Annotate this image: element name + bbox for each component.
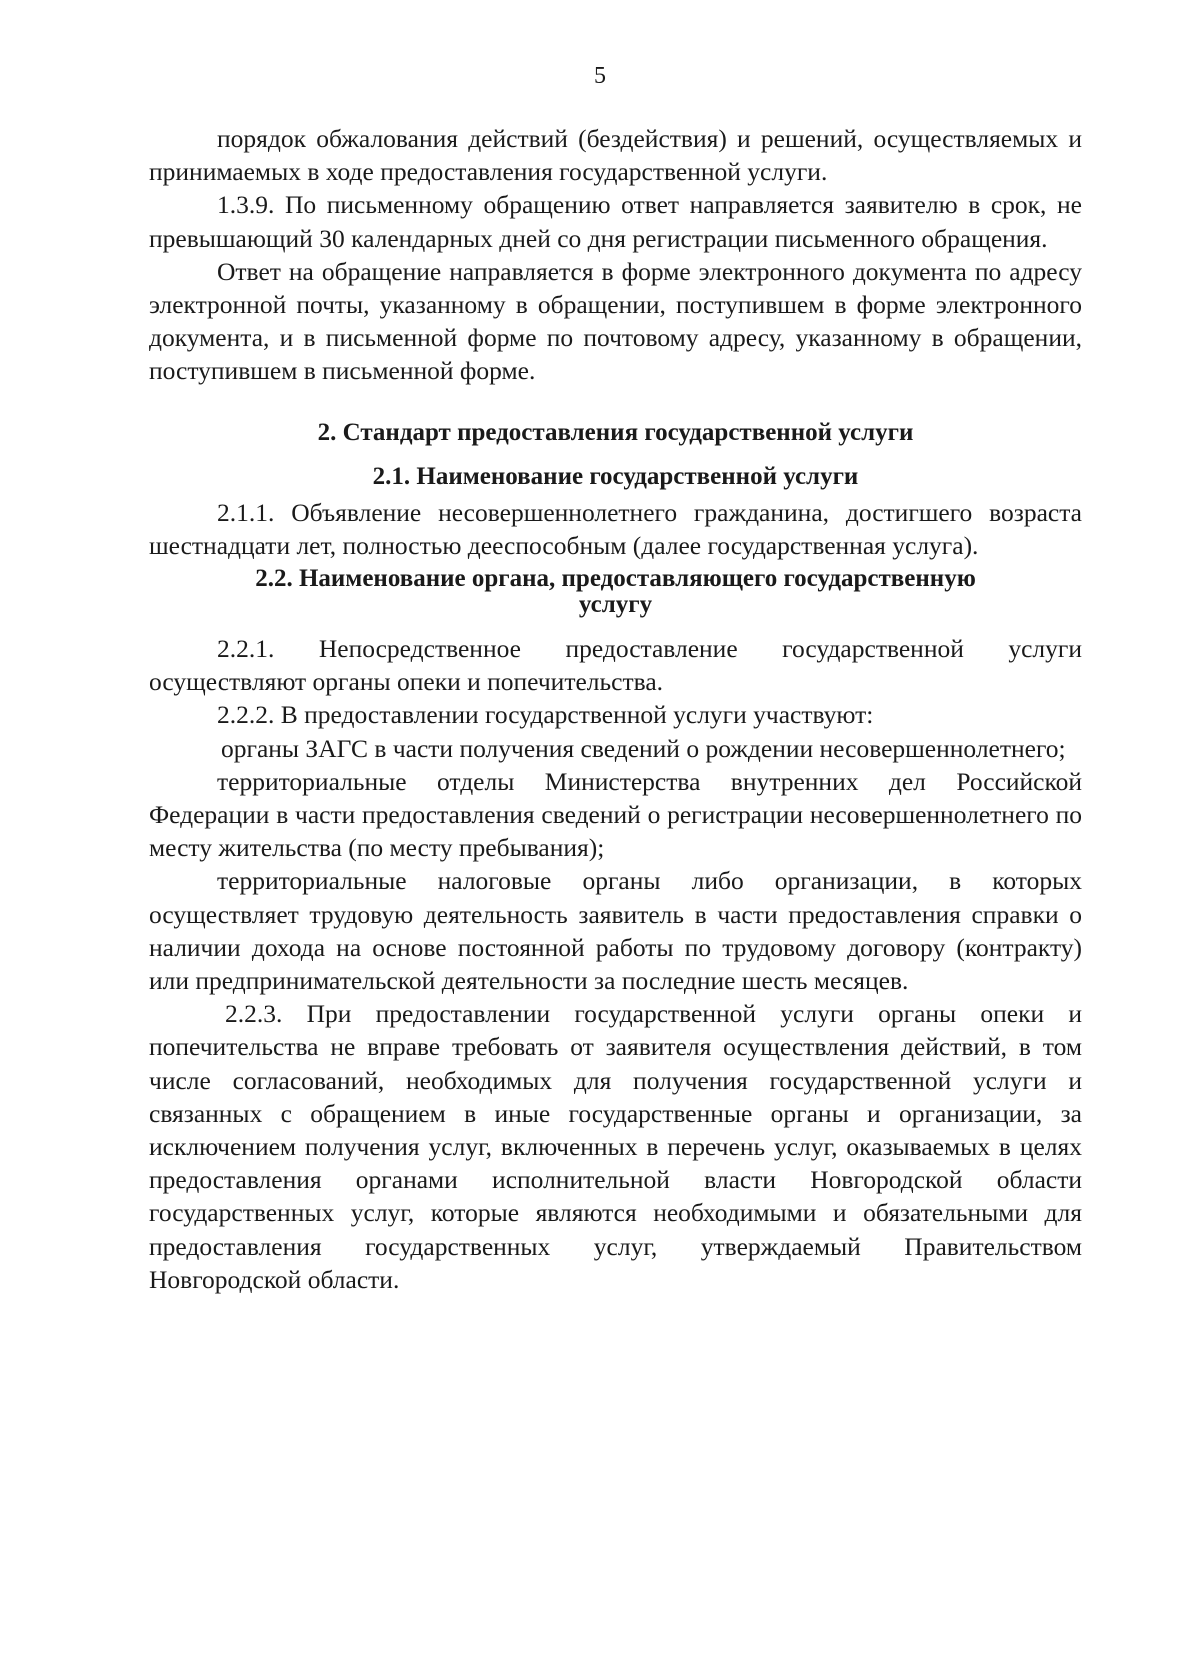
- section-2-title: 2. Стандарт предоставления государственной услуги: [317, 418, 914, 446]
- paragraph-2-2-1: 2.2.1. Непосредственное предоставление государственной услуги осуществляют органы опеки и попечительства.: [149, 634, 1082, 697]
- paragraph-2-2-2-zags: органы ЗАГС в части получения сведений о рождении несовершеннолетнего;: [221, 733, 1066, 763]
- paragraph-response-form: Ответ на обращение направляется в форме электронного документа по адресу электронной почты, указанному в обращении, поступившем в форме электронного документа, и в письменной форме по почтовому адресу, указанному в обращении, поступившем в письменной форме.: [149, 256, 1082, 386]
- paragraph-2-2-2-mvd: территориальные отделы Министерства внутренних дел Российской Федерации в части предоставления сведений о регистрации несовершеннолетнего по месту жительства (по месту пребывания);: [149, 766, 1082, 863]
- paragraph-1-3-9: 1.3.9. По письменному обращению ответ направляется заявителю в срок, не превышающий 30 календарных дней со дня регистрации письменного обращения.: [149, 190, 1082, 253]
- paragraph-2-2-3: 2.2.3. При предоставлении государственной услуги органы опеки и попечительства не вправе требовать от заявителя осуществления действий, в том числе согласований, необходимых для получения государственной услуги и связанных с обращением в иные государственные органы и организации, за исключением получения услуг, включенных в перечень услуг, оказываемых в целях предоставления органами исполнительной власти Новгородской области государственных услуг, которые являются необходимыми и обязательными для предоставления государственных услуг, утверждаемый Правительством Новгородской области.: [149, 999, 1082, 1294]
- section-2-2-title-line2: услугу: [578, 591, 653, 619]
- document-body: [149, 122, 1082, 1296]
- paragraph-2-2-2: 2.2.2. В предоставлении государственной услуги участвуют:: [217, 700, 874, 730]
- paragraph-2-1-1: 2.1.1. Объявление несовершеннолетнего гражданина, достигшего возраста шестнадцати лет, полностью дееспособным (далее государственная услуга).: [149, 497, 1082, 560]
- section-2-2-title: [149, 566, 1082, 618]
- section-2-1-title: 2.1. Наименование государственной услуги: [372, 462, 859, 490]
- page-number: 5: [594, 63, 606, 89]
- paragraph-2-2-2-tax: территориальные налоговые органы либо организации, в которых осуществляет трудовую деятельность заявитель в части предоставления справки о наличии дохода на основе постоянной работы по трудовому договору (контракту) или предпринимательской деятельности за последние шесть месяцев.: [149, 866, 1082, 996]
- section-2-2-title-line1: 2.2. Наименование органа, предоставляющего государственную: [255, 565, 976, 593]
- paragraph-appeal-procedure: порядок обжалования действий (бездействия) и решений, осуществляемых и принимаемых в ходе предоставления государственной услуги.: [149, 124, 1082, 187]
